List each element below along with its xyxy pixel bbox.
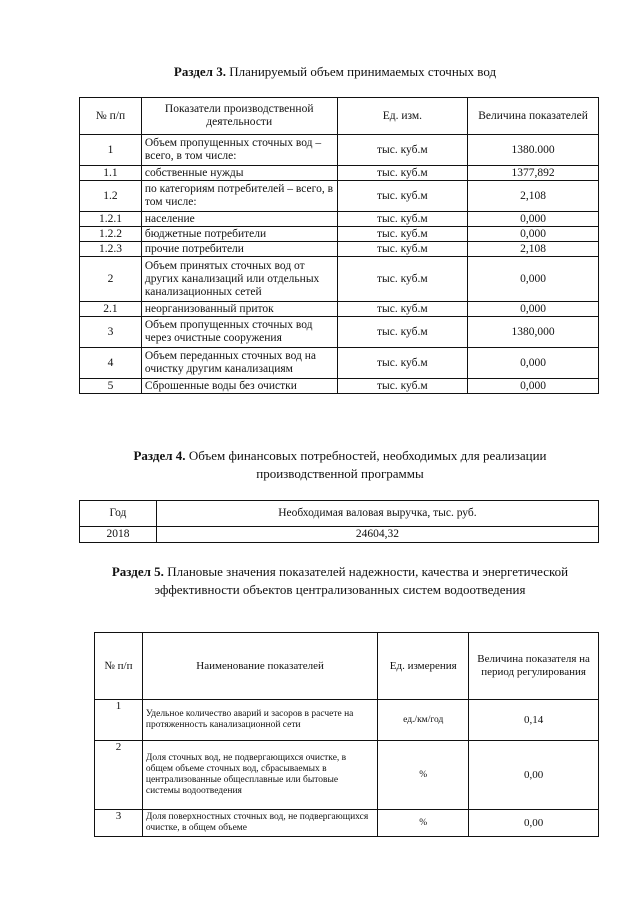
header-cell-unit: Ед. изм. [337,98,468,135]
section3-label: Раздел 3. [173,64,226,79]
row-value: 1377,892 [468,166,599,181]
table-row [80,257,599,302]
table-row [95,700,599,741]
row-name: Объем пропущенных сточных вод через очистные сооружения [141,317,337,348]
row-value: 0,14 [469,700,599,741]
section3-heading [80,63,590,81]
table-row [80,348,599,379]
table-header-row [95,633,599,700]
row-value: 0,000 [468,302,599,317]
row-name: бюджетные потребители [141,227,337,242]
row-name: собственные нужды [141,166,337,181]
row-revenue: 24604,32 [156,527,598,543]
row-num: 1.2 [80,181,142,212]
row-num: 2 [95,741,143,810]
row-unit: тыс. куб.м [337,302,468,317]
row-unit: тыс. куб.м [337,317,468,348]
section4-table [79,500,599,543]
section4-heading [90,447,590,483]
row-num: 1.1 [80,166,142,181]
row-value: 0,000 [468,212,599,227]
row-value: 0,00 [469,741,599,810]
row-num: 1.2.1 [80,212,142,227]
row-num: 4 [80,348,142,379]
row-value: 0,000 [468,257,599,302]
section3-title: Планируемый объем принимаемых сточных вод [229,64,497,79]
row-year: 2018 [80,527,157,543]
header-cell-revenue: Необходимая валовая выручка, тыс. руб. [156,501,598,527]
header-cell-name: Наименование показателей [142,633,377,700]
row-name: неорганизованный приток [141,302,337,317]
row-num: 1 [95,700,143,741]
section3-table [79,97,599,394]
row-name: Сброшенные воды без очистки [141,379,337,394]
header-cell-num: № п/п [80,98,142,135]
row-value: 1380.000 [468,135,599,166]
row-unit: тыс. куб.м [337,242,468,257]
section4-label: Раздел 4. [133,448,186,463]
row-unit: % [378,810,469,837]
section5-title: Плановые значения показателей надежности, качества и энергетической эффективности объектов централизованных систем водоотведения [154,564,569,597]
row-num: 3 [95,810,143,837]
row-unit: тыс. куб.м [337,166,468,181]
row-value: 2,108 [468,242,599,257]
row-name: Объем переданных сточных вод на очистку другим канализациям [141,348,337,379]
row-name: Объем принятых сточных вод от других канализаций или отдельных канализационных сетей [141,257,337,302]
header-cell-unit: Ед. измерения [378,633,469,700]
table-row [80,317,599,348]
table-row [80,212,599,227]
row-unit: тыс. куб.м [337,181,468,212]
row-unit: тыс. куб.м [337,212,468,227]
row-unit: тыс. куб.м [337,257,468,302]
row-name: по категориям потребителей – всего, в том числе: [141,181,337,212]
header-cell-value: Величина показателей [468,98,599,135]
header-cell-value: Величина показателя на период регулирования [469,633,599,700]
row-value: 0,000 [468,227,599,242]
row-num: 1 [80,135,142,166]
row-num: 1.2.3 [80,242,142,257]
row-value: 1380,000 [468,317,599,348]
row-num: 5 [80,379,142,394]
section5-label: Раздел 5. [111,564,164,579]
row-value: 0,000 [468,379,599,394]
row-name: Объем пропущенных сточных вод – всего, в том числе: [141,135,337,166]
table-row [80,181,599,212]
table-row [80,227,599,242]
section4-title: Объем финансовых потребностей, необходимых для реализации производственной программы [188,448,547,481]
section5-heading [95,563,585,599]
row-unit: тыс. куб.м [337,227,468,242]
table-row [80,379,599,394]
row-unit: ед./км/год [378,700,469,741]
header-cell-num: № п/п [95,633,143,700]
row-value: 2,108 [468,181,599,212]
section5-table [94,632,599,837]
row-name: прочие потребители [141,242,337,257]
table-header-row [80,98,599,135]
row-name: Доля поверхностных сточных вод, не подвергающихся очистке, в общем объеме [142,810,377,837]
row-num: 2 [80,257,142,302]
row-name: Удельное количество аварий и засоров в расчете на протяженность канализационной сети [142,700,377,741]
table-row [80,242,599,257]
row-num: 1.2.2 [80,227,142,242]
row-value: 0,00 [469,810,599,837]
table-header-row [80,501,599,527]
table-row [80,302,599,317]
row-unit: тыс. куб.м [337,379,468,394]
row-name: Доля сточных вод, не подвергающихся очистке, в общем объеме сточных вод, сбрасываемых в централизованные общесплавные или бытовые системы водоотведения [142,741,377,810]
row-num: 3 [80,317,142,348]
row-unit: тыс. куб.м [337,348,468,379]
header-cell-indicator: Показатели производственной деятельности [141,98,337,135]
row-unit: % [378,741,469,810]
row-value: 0,000 [468,348,599,379]
row-name: население [141,212,337,227]
table-row [80,166,599,181]
table-row [80,135,599,166]
row-num: 2.1 [80,302,142,317]
table-row [80,527,599,543]
table-row [95,810,599,837]
header-cell-year: Год [80,501,157,527]
table-row [95,741,599,810]
row-unit: тыс. куб.м [337,135,468,166]
